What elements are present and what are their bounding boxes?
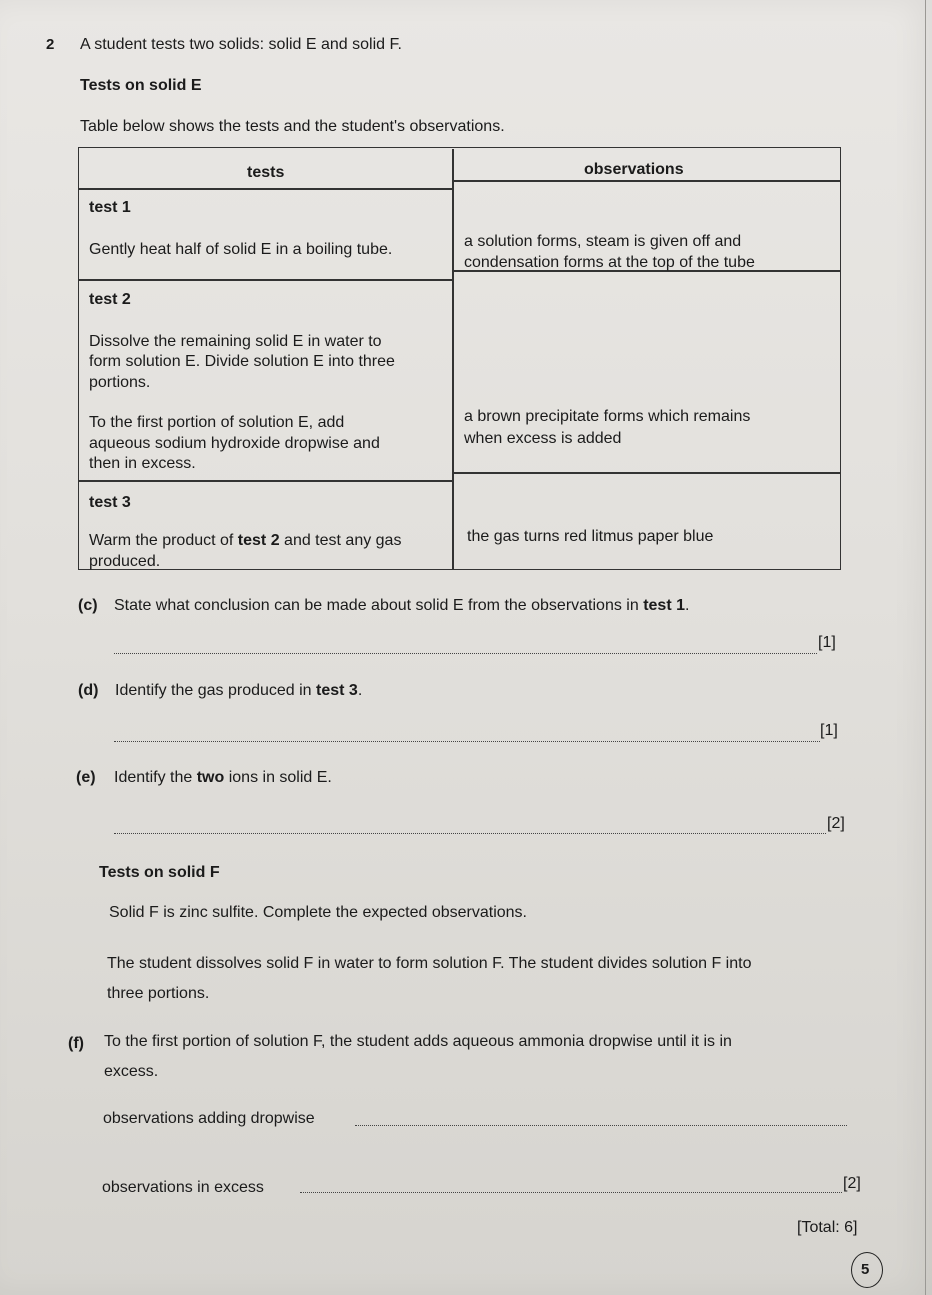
part-c-label: (c) xyxy=(78,597,98,614)
dropwise-observation-label: observations adding dropwise xyxy=(103,1110,315,1127)
solid-f-heading: Tests on solid F xyxy=(99,864,220,881)
part-e-text: Identify the two ions in solid E. xyxy=(114,769,332,786)
part-c-marks: [1] xyxy=(818,634,836,651)
test-1-text: Gently heat half of solid E in a boiling tube. xyxy=(89,241,393,258)
test-2-observation-line-2: when excess is added xyxy=(464,430,622,447)
excess-observation-label: observations in excess xyxy=(102,1179,264,1196)
part-d-marks: [1] xyxy=(820,722,838,739)
solid-e-heading: Tests on solid E xyxy=(80,77,202,94)
test-2-line-1: To the first portion of solution E, add xyxy=(89,414,345,431)
row-label-test-3: test 3 xyxy=(89,494,131,511)
test-2-intro-line-1: Dissolve the remaining solid E in water to xyxy=(89,333,382,350)
test-2-observation-line-1: a brown precipitate forms which remains xyxy=(464,408,751,425)
page-number: 5 xyxy=(861,1261,870,1278)
header-tests: tests xyxy=(247,164,285,181)
excess-answer-line[interactable] xyxy=(300,1192,842,1193)
test-3-line-2: produced. xyxy=(89,553,161,570)
test-3-observation: the gas turns red litmus paper blue xyxy=(467,528,714,545)
part-c-text: State what conclusion can be made about solid E from the observations in test 1. xyxy=(114,597,690,614)
solid-f-paragraph-line-2: three portions. xyxy=(107,985,210,1002)
part-d-text: Identify the gas produced in test 3. xyxy=(115,682,363,699)
table-caption: Table below shows the tests and the student's observations. xyxy=(80,118,505,135)
part-f-label: (f) xyxy=(68,1035,84,1052)
column-divider xyxy=(452,149,454,570)
row-label-test-1: test 1 xyxy=(89,199,131,216)
test-2-intro-line-3: portions. xyxy=(89,374,151,391)
question-number: 2 xyxy=(46,36,55,53)
test-2-line-3: then in excess. xyxy=(89,455,196,472)
header-rule-left xyxy=(78,188,452,190)
part-f-text-line-2: excess. xyxy=(104,1063,159,1080)
solid-f-paragraph-line-1: The student dissolves solid F in water to form solution F. The student divides solution F into xyxy=(107,955,752,972)
question-intro: A student tests two solids: solid E and solid F. xyxy=(80,36,402,53)
row-label-test-2: test 2 xyxy=(89,291,131,308)
row-rule-2-left xyxy=(78,480,452,482)
part-c-answer-line[interactable] xyxy=(114,653,817,654)
test-1-observation-line-1: a solution forms, steam is given off and xyxy=(464,233,742,250)
test-2-intro-line-2: form solution E. Divide solution E into three xyxy=(89,353,395,370)
part-e-marks: [2] xyxy=(827,815,845,832)
test-2-line-2: aqueous sodium hydroxide dropwise and xyxy=(89,435,380,452)
total-marks: [Total: 6] xyxy=(797,1219,858,1236)
dropwise-answer-line[interactable] xyxy=(355,1125,847,1126)
tests-table xyxy=(78,147,842,571)
row-rule-2-right xyxy=(452,472,840,474)
part-f-marks: [2] xyxy=(843,1175,861,1192)
part-e-answer-line[interactable] xyxy=(114,833,826,834)
part-d-answer-line[interactable] xyxy=(114,741,820,742)
part-d-label: (d) xyxy=(78,682,99,699)
part-f-text-line-1: To the first portion of solution F, the student adds aqueous ammonia dropwise until it is in xyxy=(104,1033,732,1050)
page-edge-line xyxy=(925,0,926,1295)
row-rule-1-left xyxy=(78,279,452,281)
test-1-observation-line-2: condensation forms at the top of the tube xyxy=(464,254,755,271)
part-e-label: (e) xyxy=(76,769,96,786)
test-3-line-1: Warm the product of test 2 and test any gas xyxy=(89,532,402,549)
solid-f-intro: Solid F is zinc sulfite. Complete the expected observations. xyxy=(109,904,527,921)
header-observations: observations xyxy=(584,161,684,178)
